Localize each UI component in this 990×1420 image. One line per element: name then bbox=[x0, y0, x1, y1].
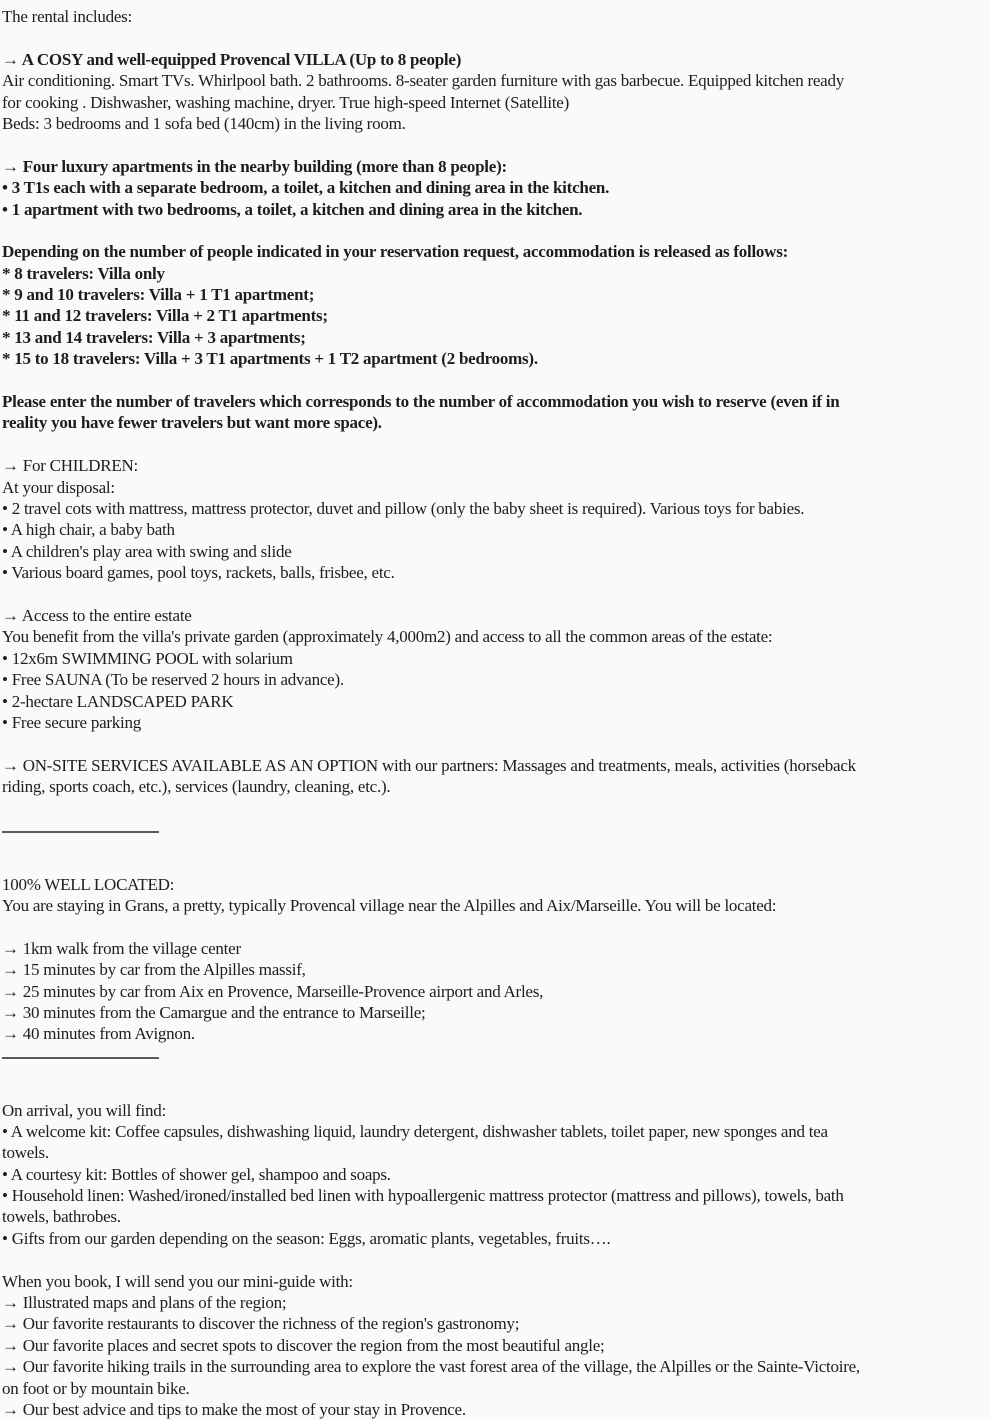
text-line: You benefit from the villa's private garden (approximately 4,000m2) and access to all the common areas of the estate: bbox=[2, 627, 773, 647]
text-line-bold: * 15 to 18 travelers: Villa + 3 T1 apartments + 1 T2 apartment (2 bedrooms). bbox=[2, 349, 538, 369]
divider-line bbox=[2, 1057, 159, 1059]
text-line: → Our favorite restaurants to discover the richness of the region's gastronomy; bbox=[2, 1314, 520, 1334]
text-line-bold: • 1 apartment with two bedrooms, a toilet, a kitchen and dining area in the kitchen. bbox=[2, 199, 583, 219]
text-line: → Our favorite places and secret spots to discover the region from the most beautiful angle; bbox=[2, 1335, 605, 1355]
text-line: → Our best advice and tips to make the most of your stay in Provence. bbox=[2, 1400, 466, 1419]
text-line: → Access to the entire estate bbox=[2, 605, 192, 625]
text-line: • A children's play area with swing and slide bbox=[2, 541, 292, 561]
text-line: • A high chair, a baby bath bbox=[2, 520, 175, 540]
text-line: • Various board games, pool toys, rackets, balls, frisbee, etc. bbox=[2, 563, 395, 583]
text-line: • 12x6m SWIMMING POOL with solarium bbox=[2, 648, 293, 668]
text-line: The rental includes: bbox=[2, 7, 133, 26]
text-line-bold: → Four luxury apartments in the nearby building (more than 8 people): bbox=[2, 156, 507, 176]
text-line-bold: reality you have fewer travelers but want more space). bbox=[2, 413, 382, 433]
blank-line bbox=[2, 134, 984, 155]
text-line: → Our favorite hiking trails in the surrounding area to explore the vast forest area of the village, the Alpilles or the Sainte-Victoire, bbox=[2, 1357, 860, 1377]
blank-line bbox=[2, 1078, 984, 1099]
text-line-bold: Depending on the number of people indicated in your reservation request, accommodation is released as follows: bbox=[2, 242, 788, 262]
text-line: • Gifts from our garden depending on the season: Eggs, aromatic plants, vegetables, fruits…. bbox=[2, 1228, 611, 1248]
text-line: When you book, I will send you our mini-guide with: bbox=[2, 1271, 353, 1291]
text-line: towels. bbox=[2, 1143, 49, 1163]
text-line: → ON-SITE SERVICES AVAILABLE AS AN OPTION with our partners: Massages and treatments, meals, activities (horseback bbox=[2, 755, 856, 775]
blank-line bbox=[2, 1249, 984, 1270]
text-line: • A courtesy kit: Bottles of shower gel, shampoo and soaps. bbox=[2, 1164, 391, 1184]
text-line: • Household linen: Washed/ironed/installed bed linen with hypoallergenic mattress protector (mattress and pillows), towels, bath bbox=[2, 1186, 844, 1206]
text-line: • 2-hectare LANDSCAPED PARK bbox=[2, 691, 234, 711]
text-line: You are staying in Grans, a pretty, typically Provencal village near the Alpilles and Aix/Marseille. You will be located: bbox=[2, 896, 777, 916]
text-line: riding, sports coach, etc.), services (laundry, cleaning, etc.). bbox=[2, 777, 391, 797]
text-line: on foot or by mountain bike. bbox=[2, 1378, 190, 1398]
text-line: → 15 minutes by car from the Alpilles massif, bbox=[2, 960, 306, 980]
blank-line bbox=[2, 733, 984, 754]
text-line: • Free secure parking bbox=[2, 712, 142, 732]
text-line: • Free SAUNA (To be reserved 2 hours in advance). bbox=[2, 670, 344, 690]
blank-line bbox=[2, 434, 984, 455]
text-line: Air conditioning. Smart TVs. Whirlpool bath. 2 bathrooms. 8-seater garden furniture with gas barbecue. Equipped kitchen ready bbox=[2, 71, 844, 91]
blank-line bbox=[2, 584, 984, 605]
text-line-bold: → A COSY and well-equipped Provencal VILLA (Up to 8 people) bbox=[2, 49, 462, 69]
text-line: → For CHILDREN: bbox=[2, 456, 139, 476]
blank-line bbox=[2, 916, 984, 937]
text-line-bold: Please enter the number of travelers which corresponds to the number of accommodation you wish to reserve (even if in bbox=[2, 392, 840, 412]
text-line-bold: * 11 and 12 travelers: Villa + 2 T1 apartments; bbox=[2, 306, 328, 326]
text-line-bold: * 8 travelers: Villa only bbox=[2, 263, 165, 283]
divider-line bbox=[2, 831, 159, 833]
blank-line bbox=[2, 852, 984, 873]
text-line-bold: * 9 and 10 travelers: Villa + 1 T1 apartment; bbox=[2, 285, 315, 305]
text-line: → 1km walk from the village center bbox=[2, 938, 241, 958]
section-divider bbox=[2, 1057, 984, 1078]
text-line: for cooking . Dishwasher, washing machine, dryer. True high-speed Internet (Satellite) bbox=[2, 92, 570, 112]
text-line-bold: • 3 T1s each with a separate bedroom, a toilet, a kitchen and dining area in the kitchen. bbox=[2, 178, 610, 198]
text-line: → 40 minutes from Avignon. bbox=[2, 1024, 195, 1044]
text-line: On arrival, you will find: bbox=[2, 1100, 166, 1120]
text-line: Beds: 3 bedrooms and 1 sofa bed (140cm) in the living room. bbox=[2, 113, 406, 133]
blank-line bbox=[2, 27, 984, 48]
text-line: 100% WELL LOCATED: bbox=[2, 874, 175, 894]
text-line: → Illustrated maps and plans of the region; bbox=[2, 1293, 287, 1313]
text-line: • A welcome kit: Coffee capsules, dishwashing liquid, laundry detergent, dishwasher tablets, toilet paper, new sponges and tea bbox=[2, 1121, 828, 1141]
blank-line bbox=[2, 370, 984, 391]
text-line: → 30 minutes from the Camargue and the entrance to Marseille; bbox=[2, 1002, 426, 1022]
text-line: towels, bathrobes. bbox=[2, 1207, 121, 1227]
text-line: • 2 travel cots with mattress, mattress protector, duvet and pillow (only the baby sheet is required). Various toys for babies. bbox=[2, 498, 805, 518]
text-line: At your disposal: bbox=[2, 477, 115, 497]
section-divider bbox=[2, 831, 984, 852]
text-line-bold: * 13 and 14 travelers: Villa + 3 apartments; bbox=[2, 327, 306, 347]
blank-line bbox=[2, 220, 984, 241]
blank-line bbox=[2, 797, 984, 818]
text-line: → 25 minutes by car from Aix en Provence, Marseille-Provence airport and Arles, bbox=[2, 981, 544, 1001]
